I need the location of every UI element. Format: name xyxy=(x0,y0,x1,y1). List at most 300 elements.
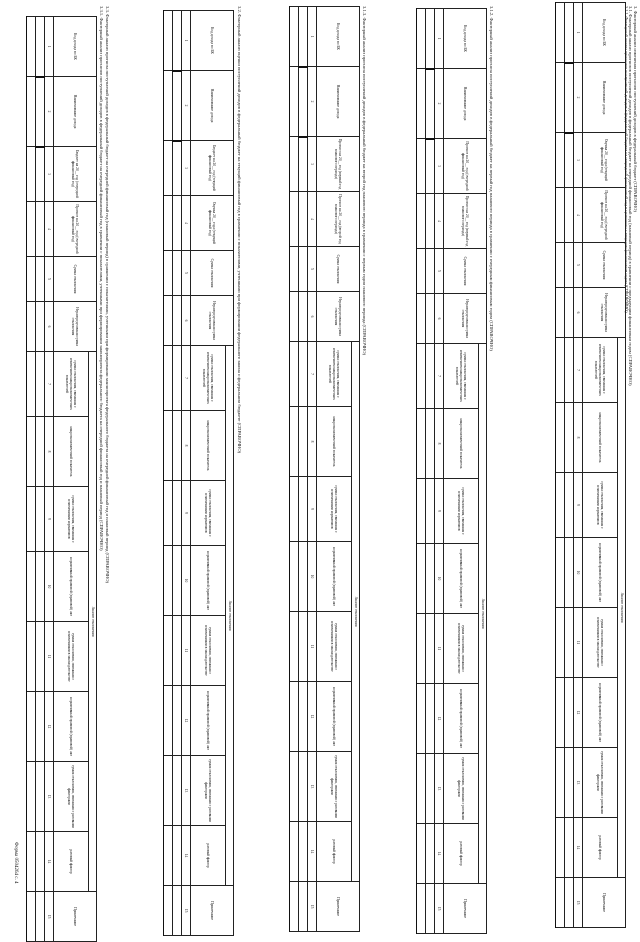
table-cell[interactable] xyxy=(556,748,565,818)
table-cell[interactable] xyxy=(290,7,299,67)
table-cell[interactable] xyxy=(164,11,173,71)
column-number: 8 xyxy=(435,409,444,479)
table-cell[interactable] xyxy=(556,188,565,243)
column-header: сумма отклонения, связанная с изменением макроэкономических показателей xyxy=(317,342,352,407)
column-header: Код дохода по БК xyxy=(191,11,234,71)
table-cell[interactable] xyxy=(27,352,36,417)
table-cell[interactable] xyxy=(290,882,299,932)
table-cell[interactable] xyxy=(417,409,426,479)
table-cell[interactable] xyxy=(36,892,45,942)
column-number: 12 xyxy=(574,678,583,748)
table-cell[interactable] xyxy=(565,678,574,748)
subsection-heading: 3.3. Факторный анализ прогноза поступлений доходов в федеральный бюджет на очередной финансовый год (плановый период) в сравнении с показателями, учтенными при формировании законопроекта федерального бюджета на очередной финансовый год и плановый период (СПРАВОЧНО) xyxy=(105,6,110,584)
column-header: Прогноз на 20__ год (очередной финансовый год) xyxy=(444,139,487,194)
table-cell[interactable] xyxy=(36,552,45,622)
table-cell[interactable] xyxy=(556,338,565,403)
column-number: 9 xyxy=(435,479,444,544)
column-header: Сумма отклонения xyxy=(444,249,487,294)
table-cell[interactable] xyxy=(290,192,299,247)
table-cell[interactable] xyxy=(27,77,36,147)
table-cell[interactable] xyxy=(556,403,565,473)
analysis-table xyxy=(416,8,487,934)
table-total-row xyxy=(556,3,565,928)
table-row xyxy=(426,9,435,934)
table-cell[interactable] xyxy=(36,352,45,417)
column-header: Оценка 20__ года (текущий финансовый год) xyxy=(191,196,234,251)
table-cell[interactable] xyxy=(556,63,565,133)
column-number: 1 xyxy=(182,11,191,71)
table-cell[interactable] xyxy=(565,338,574,403)
table-cell[interactable] xyxy=(290,67,299,137)
column-number: 7 xyxy=(435,344,444,409)
table-cell[interactable] xyxy=(556,678,565,748)
table-cell[interactable] xyxy=(556,133,565,188)
table-cell[interactable] xyxy=(426,884,435,934)
column-header: нормативный правовой (правовой) акт xyxy=(444,544,479,614)
column-header: Прогноз на 20__ год (второй год планового периода) xyxy=(317,192,360,247)
subsubsection-heading: 3.1.1. Факторный анализ прогнозов поступлений доходов в федеральный бюджет на очередной финансовый год в сравнении с текущим финансовым годом (СПРАВОЧНО) xyxy=(624,6,629,313)
column-number: 7 xyxy=(45,352,54,417)
table-cell[interactable] xyxy=(299,407,308,477)
column-header: нормативный правовой (правовой) акт xyxy=(317,542,352,612)
column-number: 7 xyxy=(574,338,583,403)
column-header: Наименование дохода xyxy=(54,77,97,147)
table-cell[interactable] xyxy=(173,481,182,546)
column-header: нормативный правовой (правовой) акт xyxy=(583,678,618,748)
table-cell[interactable] xyxy=(173,141,182,196)
table-cell[interactable] xyxy=(164,346,173,411)
column-header: макроэкономический показатель xyxy=(444,409,479,479)
table-cell[interactable] xyxy=(173,756,182,826)
column-header: Нераспределенная сумма отклонения xyxy=(317,292,360,342)
table-cell[interactable] xyxy=(36,622,45,692)
column-header: макроэкономический показатель xyxy=(317,407,352,477)
table-cell[interactable] xyxy=(565,878,574,928)
table-cell[interactable] xyxy=(565,63,574,133)
subsubsection-heading: 3.3.1. Факторный анализ прогнозов поступлений доходов в федеральный бюджет на очередной финансовый год в сравнении с показателями, учтенными при формировании законопроекта федерального бюджета на очередной финансовый год и плановый период (СПРАВОЧНО) xyxy=(99,6,104,551)
table-cell[interactable] xyxy=(417,294,426,344)
table-cell[interactable] xyxy=(290,477,299,542)
table-cell[interactable] xyxy=(290,612,299,682)
table-cell[interactable] xyxy=(426,294,435,344)
table-cell[interactable] xyxy=(164,71,173,141)
table-cell[interactable] xyxy=(27,622,36,692)
table-total-row xyxy=(164,11,173,936)
column-header: Прогноз на 20__ год (очередной финансовый год) xyxy=(54,202,97,257)
column-header: Наименование дохода xyxy=(444,69,487,139)
table-cell[interactable] xyxy=(164,411,173,481)
table-cell[interactable] xyxy=(164,826,173,886)
table-cell[interactable] xyxy=(36,147,45,202)
column-number: 12 xyxy=(45,692,54,762)
table-cell[interactable] xyxy=(164,546,173,616)
column-number: 3 xyxy=(574,133,583,188)
column-header: сумма отклонения, связанная с изменениями в законодательстве xyxy=(583,608,618,678)
column-number: 5 xyxy=(308,247,317,292)
table-cell[interactable] xyxy=(290,752,299,822)
table-cell[interactable] xyxy=(426,139,435,194)
column-number: 11 xyxy=(45,622,54,692)
column-number: 3 xyxy=(45,147,54,202)
column-header: Наименование дохода xyxy=(583,63,626,133)
column-number: 6 xyxy=(574,288,583,338)
column-number: 6 xyxy=(182,296,191,346)
column-number: 2 xyxy=(45,77,54,147)
column-header: Нераспределенная сумма отклонения xyxy=(54,302,97,352)
column-number: 8 xyxy=(182,411,191,481)
column-header: сумма отклонения, связанная с изменением макроэкономических показателей xyxy=(191,346,226,411)
group-header: Анализ отклонения xyxy=(352,342,360,882)
column-header: Нераспределенная сумма отклонения xyxy=(444,294,487,344)
column-header: Нераспределенная сумма отклонения xyxy=(191,296,234,346)
column-number: 13 xyxy=(45,762,54,832)
table-cell[interactable] xyxy=(290,247,299,292)
table-cell[interactable] xyxy=(290,682,299,752)
column-header: макроэкономический показатель xyxy=(54,417,89,487)
table-cell[interactable] xyxy=(417,194,426,249)
table-total-row xyxy=(417,9,426,934)
column-header: Сумма отклонения xyxy=(54,257,97,302)
table-cell[interactable] xyxy=(36,417,45,487)
table-cell[interactable] xyxy=(299,882,308,932)
column-number: 4 xyxy=(308,192,317,247)
column-header: сумма отклонения, связанная с изменением макроэкономических показателей xyxy=(444,344,479,409)
table-cell[interactable] xyxy=(173,71,182,141)
table-cell[interactable] xyxy=(173,251,182,296)
subsubsection-heading: 3.1.3. Факторный анализ прогноза поступлений доходов в федеральный бюджет на второй год планового периода в сравнении с первым годом планового периода (СПРАВОЧНО) xyxy=(362,6,367,356)
table-cell[interactable] xyxy=(299,542,308,612)
column-number: 6 xyxy=(45,302,54,352)
table-cell[interactable] xyxy=(426,344,435,409)
table-cell[interactable] xyxy=(173,546,182,616)
table-cell[interactable] xyxy=(417,249,426,294)
table-cell[interactable] xyxy=(164,196,173,251)
column-header: сумма отклонения, связанная с разовыми факторами xyxy=(444,754,479,824)
column-header: сумма отклонения, связанная с изменениями в законодательстве xyxy=(191,616,226,686)
column-header: Примечание xyxy=(444,884,487,934)
column-header: разовый фактор xyxy=(583,818,618,878)
table-cell[interactable] xyxy=(164,481,173,546)
column-number: 13 xyxy=(435,754,444,824)
column-number: 9 xyxy=(45,487,54,552)
table-cell[interactable] xyxy=(417,544,426,614)
table-row xyxy=(299,7,308,932)
column-number: 13 xyxy=(308,752,317,822)
table-cell[interactable] xyxy=(426,249,435,294)
table-cell[interactable] xyxy=(27,692,36,762)
column-number: 4 xyxy=(45,202,54,257)
table-cell[interactable] xyxy=(290,137,299,192)
table-cell[interactable] xyxy=(556,818,565,878)
table-cell[interactable] xyxy=(164,616,173,686)
table-cell[interactable] xyxy=(36,17,45,77)
table-cell[interactable] xyxy=(27,892,36,942)
column-header: Прогноз на 20__ год (первый год планового периода) xyxy=(444,194,487,249)
column-header: сумма отклонения, связанная с изменениями в законодательстве xyxy=(54,622,89,692)
column-header: нормативный правовой (правовой) акт xyxy=(583,538,618,608)
column-header: Примечание xyxy=(317,882,360,932)
table-cell[interactable] xyxy=(417,139,426,194)
table-cell[interactable] xyxy=(426,409,435,479)
column-number: 10 xyxy=(574,538,583,608)
table-cell[interactable] xyxy=(299,822,308,882)
table-cell[interactable] xyxy=(299,752,308,822)
column-number: 9 xyxy=(182,481,191,546)
table-cell[interactable] xyxy=(36,832,45,892)
column-number: 15 xyxy=(574,878,583,928)
column-header: разовый фактор xyxy=(317,822,352,882)
column-header: сумма отклонения, связанная с изменением макроэкономических показателей xyxy=(54,352,89,417)
table-cell[interactable] xyxy=(299,612,308,682)
table-cell[interactable] xyxy=(426,479,435,544)
column-header: Сумма отклонения xyxy=(317,247,360,292)
table-cell[interactable] xyxy=(556,243,565,288)
table-cell[interactable] xyxy=(565,608,574,678)
column-number: 14 xyxy=(308,822,317,882)
table-cell[interactable] xyxy=(36,257,45,302)
column-header: Код дохода по БК xyxy=(444,9,487,69)
column-number: 4 xyxy=(182,196,191,251)
column-number: 14 xyxy=(45,832,54,892)
column-header: сумма отклонения, связанная с разовыми факторами xyxy=(317,752,352,822)
column-header: нормативный правовой (правовой) акт xyxy=(191,686,226,756)
table-cell[interactable] xyxy=(27,762,36,832)
column-header: сумма отклонения, связанная с изменениями в законодательстве xyxy=(444,614,479,684)
column-number: 9 xyxy=(574,473,583,538)
table-cell[interactable] xyxy=(556,608,565,678)
table-cell[interactable] xyxy=(36,77,45,147)
table-cell[interactable] xyxy=(565,288,574,338)
column-header: Примечание xyxy=(583,878,626,928)
table-cell[interactable] xyxy=(27,147,36,202)
table-cell[interactable] xyxy=(27,417,36,487)
column-number: 15 xyxy=(435,884,444,934)
table-cell[interactable] xyxy=(173,616,182,686)
table-cell[interactable] xyxy=(426,9,435,69)
column-header: Код дохода по БК xyxy=(54,17,97,77)
table-cell[interactable] xyxy=(565,818,574,878)
column-number: 13 xyxy=(574,748,583,818)
analysis-table xyxy=(26,16,97,942)
table-cell[interactable] xyxy=(565,188,574,243)
table-cell[interactable] xyxy=(299,477,308,542)
column-number: 14 xyxy=(435,824,444,884)
column-number: 10 xyxy=(45,552,54,622)
table-cell[interactable] xyxy=(164,756,173,826)
table-cell[interactable] xyxy=(426,544,435,614)
column-number: 6 xyxy=(435,294,444,344)
table-cell[interactable] xyxy=(417,754,426,824)
table-cell[interactable] xyxy=(290,542,299,612)
table-cell[interactable] xyxy=(299,7,308,67)
column-number: 1 xyxy=(45,17,54,77)
form-label: Форма 0504264 с. 4 xyxy=(13,842,18,884)
table-cell[interactable] xyxy=(299,682,308,752)
column-number: 5 xyxy=(182,251,191,296)
table-cell[interactable] xyxy=(173,886,182,936)
column-number: 1 xyxy=(574,3,583,63)
table-cell[interactable] xyxy=(36,692,45,762)
column-number: 15 xyxy=(45,892,54,942)
table-row xyxy=(173,11,182,936)
column-number: 6 xyxy=(308,292,317,342)
column-header: сумма отклонения, связанная с разовыми факторами xyxy=(583,748,618,818)
table-cell[interactable] xyxy=(290,292,299,342)
table-cell[interactable] xyxy=(426,684,435,754)
column-number: 4 xyxy=(435,194,444,249)
table-cell[interactable] xyxy=(426,194,435,249)
column-number: 2 xyxy=(308,67,317,137)
table-cell[interactable] xyxy=(290,342,299,407)
column-header: Код дохода по БК xyxy=(583,3,626,63)
column-number: 1 xyxy=(435,9,444,69)
column-header: сумма отклонения, связанная с разовыми факторами xyxy=(54,762,89,832)
table-cell[interactable] xyxy=(173,11,182,71)
subsubsection-heading: 3.1.2. Факторный анализ прогноза поступлений доходов в федеральный бюджет на первый год планового периода в сравнении с очередным финансовым годом (СПРАВОЧНО) xyxy=(489,6,494,351)
analysis-table xyxy=(289,6,360,932)
column-number: 3 xyxy=(435,139,444,194)
table-cell[interactable] xyxy=(27,302,36,352)
table-cell[interactable] xyxy=(173,296,182,346)
table-cell[interactable] xyxy=(426,824,435,884)
table-cell[interactable] xyxy=(299,137,308,192)
column-header: Прогноз на 20__ год (первый год планового периода) xyxy=(317,137,360,192)
column-header: разовый фактор xyxy=(444,824,479,884)
column-header: Нераспределенная сумма отклонения xyxy=(583,288,626,338)
table-cell[interactable] xyxy=(36,762,45,832)
subsection-heading: 3.1. Факторный анализ прогнозов поступлений доходов в федеральный бюджет на очередной финансовый год (плановый период) в сравнении с предыдущим финансовым годом (СПРАВОЧНО) xyxy=(628,6,633,386)
table-cell[interactable] xyxy=(299,342,308,407)
table-cell[interactable] xyxy=(164,886,173,936)
column-number: 11 xyxy=(435,614,444,684)
column-number: 10 xyxy=(308,542,317,612)
table-cell[interactable] xyxy=(417,824,426,884)
table-cell[interactable] xyxy=(417,614,426,684)
subsection-heading: 3.2. Факторный анализ оценки поступлений доходов в федеральный бюджет на текущий финансовый год в сравнении с показателями, учтенными при формировании федерального закона о федеральном бюджете (СПРАВОЧНО) xyxy=(237,6,242,454)
table-cell[interactable] xyxy=(299,67,308,137)
table-cell[interactable] xyxy=(173,686,182,756)
table-cell[interactable] xyxy=(36,487,45,552)
column-number: 3 xyxy=(182,141,191,196)
table-cell[interactable] xyxy=(27,832,36,892)
table-cell[interactable] xyxy=(565,243,574,288)
column-number: 1 xyxy=(308,7,317,67)
table-cell[interactable] xyxy=(27,552,36,622)
column-number: 12 xyxy=(182,686,191,756)
table-cell[interactable] xyxy=(565,538,574,608)
table-cell[interactable] xyxy=(556,538,565,608)
column-header: нормативный правовой (правовой) акт xyxy=(54,692,89,762)
table-cell[interactable] xyxy=(164,296,173,346)
analysis-table xyxy=(555,2,626,928)
table-cell[interactable] xyxy=(299,192,308,247)
table-cell[interactable] xyxy=(565,3,574,63)
column-header: Наименование дохода xyxy=(191,71,234,141)
table-cell[interactable] xyxy=(290,822,299,882)
table-cell[interactable] xyxy=(27,202,36,257)
table-cell[interactable] xyxy=(173,826,182,886)
column-header: разовый фактор xyxy=(54,832,89,892)
column-number: 7 xyxy=(308,342,317,407)
column-number: 3 xyxy=(308,137,317,192)
table-cell[interactable] xyxy=(299,247,308,292)
table-cell[interactable] xyxy=(173,196,182,251)
column-header: Сумма отклонения xyxy=(191,251,234,296)
table-cell[interactable] xyxy=(173,346,182,411)
table-cell[interactable] xyxy=(556,3,565,63)
table-cell[interactable] xyxy=(36,302,45,352)
table-cell[interactable] xyxy=(36,202,45,257)
column-header: макроэкономический показатель xyxy=(191,411,226,481)
column-number: 9 xyxy=(308,477,317,542)
table-cell[interactable] xyxy=(565,748,574,818)
analysis-table xyxy=(163,10,234,936)
table-cell[interactable] xyxy=(417,9,426,69)
column-number: 12 xyxy=(435,684,444,754)
group-header: Анализ отклонения xyxy=(479,344,487,884)
table-cell[interactable] xyxy=(565,133,574,188)
column-header: нормативный правовой (правовой) акт xyxy=(444,684,479,754)
table-cell[interactable] xyxy=(417,684,426,754)
column-header: Бюджет на 20__ год (очередной финансовый год) xyxy=(54,147,97,202)
table-cell[interactable] xyxy=(565,473,574,538)
column-number: 2 xyxy=(182,71,191,141)
column-header: разовый фактор xyxy=(191,826,226,886)
column-number: 5 xyxy=(435,249,444,294)
table-cell[interactable] xyxy=(556,473,565,538)
table-cell[interactable] xyxy=(173,411,182,481)
table-cell[interactable] xyxy=(27,17,36,77)
column-header: сумма отклонения, связанная с изменениями нормативов xyxy=(317,477,352,542)
table-cell[interactable] xyxy=(164,686,173,756)
table-cell[interactable] xyxy=(556,878,565,928)
table-cell[interactable] xyxy=(417,884,426,934)
column-number: 7 xyxy=(182,346,191,411)
column-header: сумма отклонения, связанная с разовыми факторами xyxy=(191,756,226,826)
table-cell[interactable] xyxy=(164,251,173,296)
column-number: 12 xyxy=(308,682,317,752)
column-header: сумма отклонения, связанная с изменениями нормативов xyxy=(444,479,479,544)
table-cell[interactable] xyxy=(27,487,36,552)
table-cell[interactable] xyxy=(290,407,299,477)
column-number: 11 xyxy=(574,608,583,678)
table-cell[interactable] xyxy=(417,344,426,409)
table-cell[interactable] xyxy=(426,614,435,684)
column-header: Прогноз на 20__ год (очередной финансовый год) xyxy=(583,188,626,243)
column-header: Сумма отклонения xyxy=(583,243,626,288)
table-cell[interactable] xyxy=(164,141,173,196)
table-cell[interactable] xyxy=(417,69,426,139)
table-cell[interactable] xyxy=(426,69,435,139)
table-cell[interactable] xyxy=(417,479,426,544)
group-header: Анализ отклонения xyxy=(89,352,97,892)
column-header: сумма отклонения, связанная с изменениями в законодательстве xyxy=(317,612,352,682)
column-number: 14 xyxy=(182,826,191,886)
table-row xyxy=(36,17,45,942)
column-header: Наименование дохода xyxy=(317,67,360,137)
table-cell[interactable] xyxy=(565,403,574,473)
table-cell[interactable] xyxy=(299,292,308,342)
table-cell[interactable] xyxy=(556,288,565,338)
column-number: 2 xyxy=(574,63,583,133)
table-cell[interactable] xyxy=(27,257,36,302)
column-number: 11 xyxy=(308,612,317,682)
column-header: Оценка 20__ года (текущий финансовый год) xyxy=(583,133,626,188)
column-header: сумма отклонения, связанная с изменениями нормативов xyxy=(583,473,618,538)
table-cell[interactable] xyxy=(426,754,435,824)
table-row xyxy=(565,3,574,928)
column-number: 10 xyxy=(435,544,444,614)
